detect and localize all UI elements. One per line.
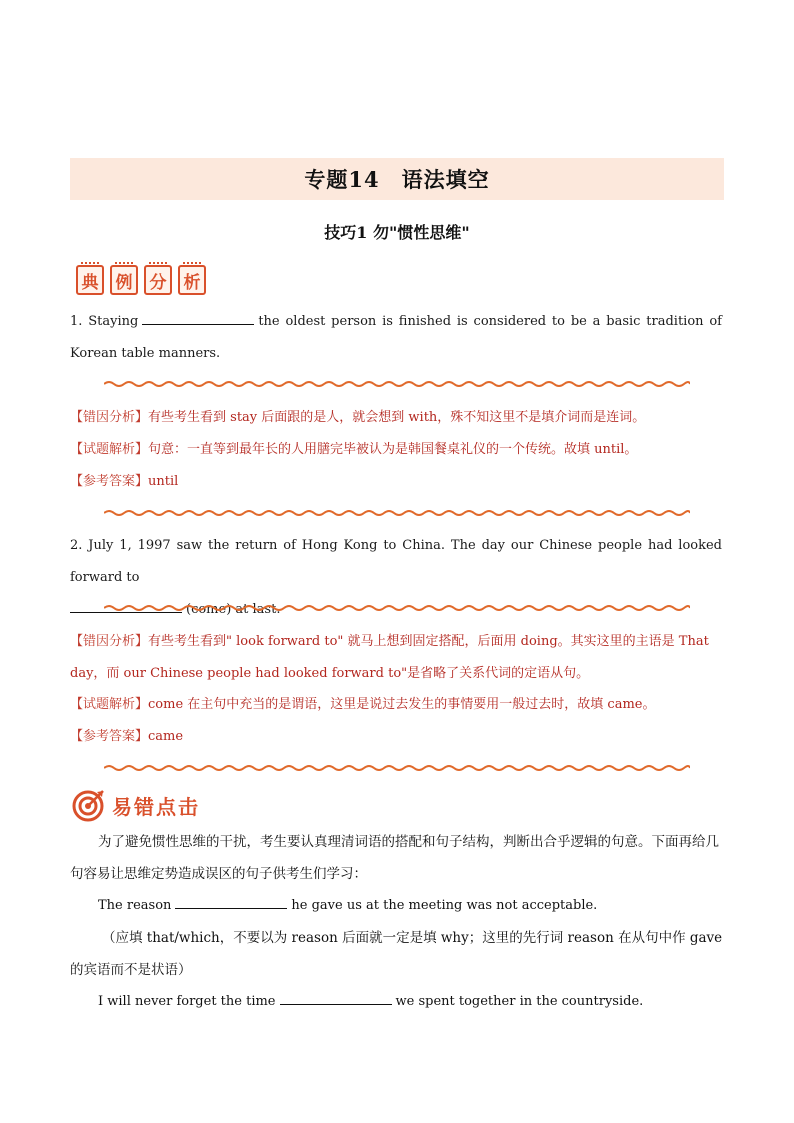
- badge-char: 例: [110, 265, 138, 295]
- topic-name: 语法填空: [401, 167, 490, 192]
- text: 有些考生看到" look forward to" 就马上想到固定搭配，后面用 doing。其实这里的主语是 That day，而 our Chinese people had looked forward to"是省略了关系代词的定语从句。: [70, 634, 709, 681]
- badge-char: 析: [178, 265, 206, 295]
- q2-analysis: [70, 689, 722, 721]
- text: until: [148, 474, 179, 489]
- text: 句意：一直等到最年长的人用膳完毕被认为是韩国餐桌礼仪的一个传统。故填 until。: [148, 442, 638, 457]
- q2-error-analysis: [70, 626, 722, 690]
- tips-sentence-1-note: （应填 that/which，不要以为 reason 后面就一定是填 why；这里的先行词 reason 在从句中作 gave 的宾语而不是状语）: [70, 930, 723, 978]
- q2-text-line1: 2. July 1, 1997 saw the return of Hong Kong to China. The day our Chinese people had looked forward to: [70, 538, 722, 585]
- badge-char: 分: [144, 265, 172, 295]
- label: 【错因分析】: [70, 634, 149, 649]
- tips-sentence-2: [70, 986, 752, 1018]
- q1-error-analysis: [70, 402, 722, 434]
- s1-post: he gave us at the meeting was not acceptable.: [291, 898, 598, 913]
- topic-number: 专题14: [304, 167, 380, 192]
- s2-post: we spent together in the countryside.: [395, 994, 644, 1009]
- tips-sentence-1: [70, 890, 752, 922]
- label: 【试题解析】: [70, 442, 149, 457]
- badge-char: 典: [76, 265, 104, 295]
- label: 【参考答案】: [70, 474, 149, 489]
- target-icon: [72, 788, 106, 822]
- text: 有些考生看到 stay 后面跟的是人，就会想到 with，殊不知这里不是填介词而是连词。: [148, 410, 646, 425]
- tips-intro: 为了避免惯性思维的干扰，考生要认真理清词语的搭配和句子结构，判断出合乎逻辑的句意。下面再给几句容易让思维定势造成误区的句子供考生们学习：: [70, 834, 719, 882]
- q1-answer: [70, 466, 722, 498]
- q2-text-post: (come) at last.: [186, 602, 281, 617]
- wave-divider: [104, 604, 690, 612]
- wave-divider: [104, 509, 690, 517]
- wave-divider: [104, 764, 690, 772]
- wave-divider: [104, 380, 690, 388]
- text: came: [148, 729, 184, 744]
- s1-pre: The reason: [98, 898, 172, 913]
- q2-answer: [70, 721, 722, 753]
- text: come 在主句中充当的是谓语，这里是说过去发生的事情要用一般过去时，故填 came。: [148, 697, 656, 712]
- technique-subtitle: 技巧1 勿"惯性思维": [324, 223, 470, 242]
- example-analysis-badge: [76, 265, 206, 295]
- s2-pre: I will never forget the time: [98, 994, 276, 1009]
- answer-blank: [175, 896, 287, 909]
- q1-analysis: [70, 434, 722, 466]
- question-1: [70, 306, 722, 370]
- tips-heading: [72, 788, 200, 822]
- topic-title-banner: [70, 158, 724, 200]
- q1-text-post: the oldest person is finished is considered to be a basic tradition of Korean table manners.: [70, 314, 722, 361]
- label: 【参考答案】: [70, 729, 149, 744]
- label: 【错因分析】: [70, 410, 149, 425]
- answer-blank: [142, 312, 254, 325]
- tips-heading-text: 易错点击: [112, 794, 200, 819]
- label: 【试题解析】: [70, 697, 149, 712]
- answer-blank: [280, 992, 392, 1005]
- q1-text-pre: 1. Staying: [70, 314, 139, 329]
